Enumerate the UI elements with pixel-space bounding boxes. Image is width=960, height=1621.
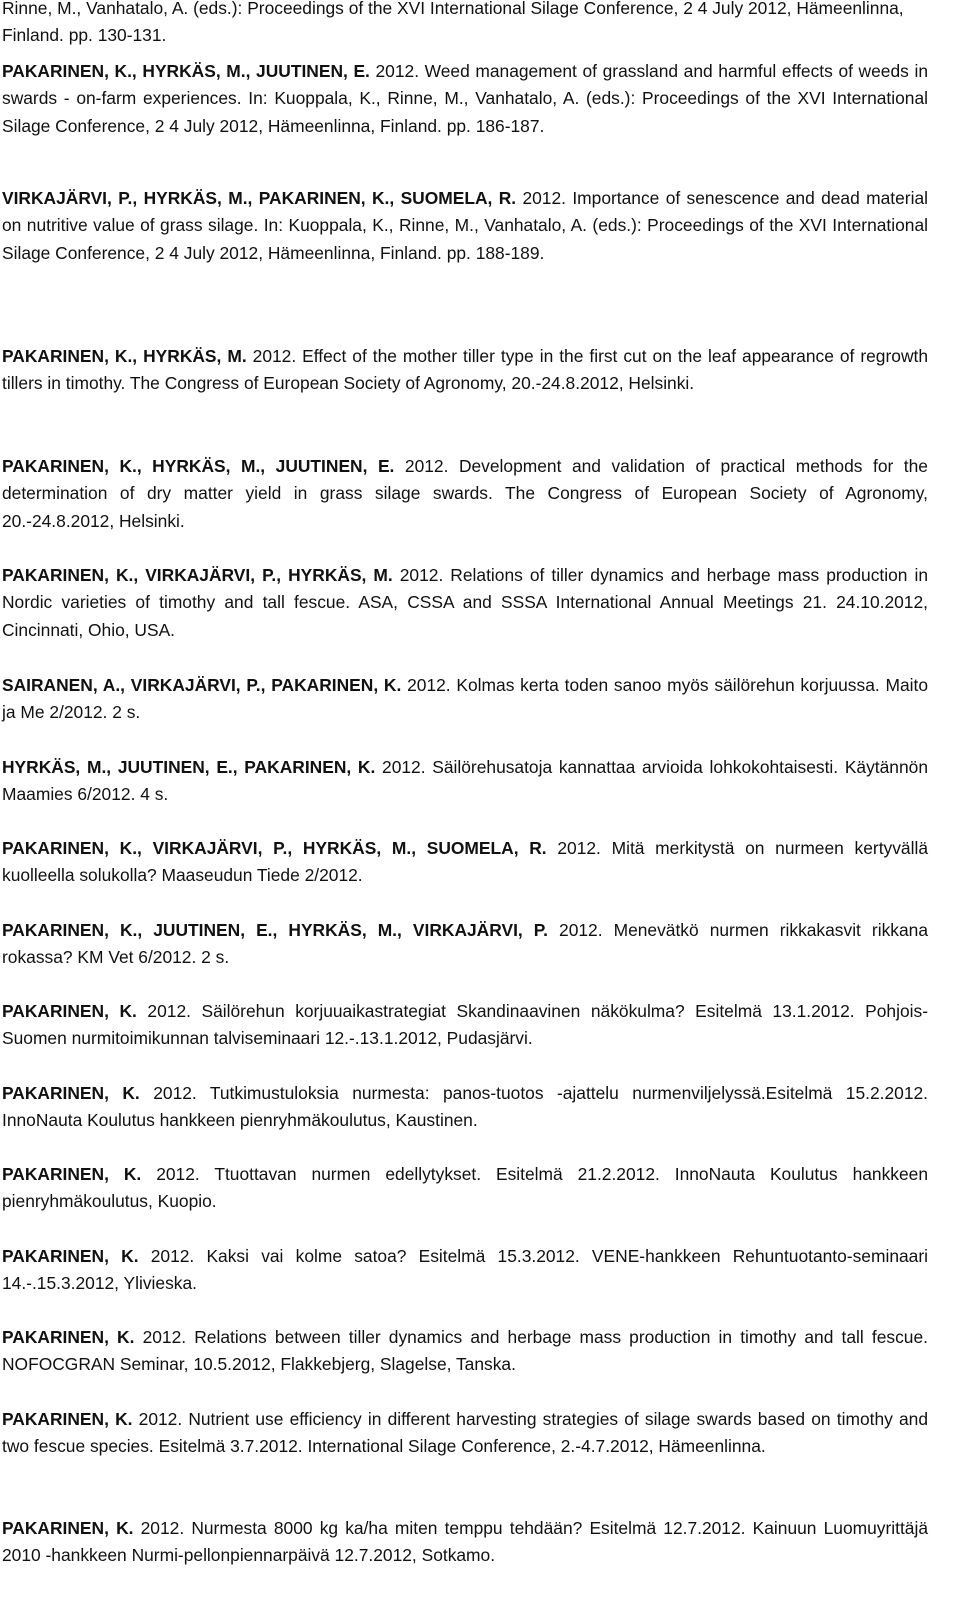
reference-entry (2, 917, 928, 972)
reference-entry (2, 58, 928, 140)
reference-text: 2012. Ttuottavan nurmen edellytykset. Esitelmä 21.2.2012. InnoNauta Koulutus hankkeen pienryhmäkoulutus, Kuopio. (2, 1164, 928, 1212)
reference-entry (2, 343, 928, 398)
reference-text: 2012. Importance of senescence and dead material on nutritive value of grass silage. In: Kuoppala, K., Rinne, M., Vanhatalo, A. (eds.): Proceedings of the XVI International Silage Conference, 2 4 July 2012, Hämeenlinna, Finland. pp. 188-189. (2, 188, 928, 263)
reference-entry (2, 835, 928, 890)
reference-authors: PAKARINEN, K. (2, 1246, 139, 1266)
reference-authors: PAKARINEN, K. (2, 1409, 133, 1429)
reference-entry (2, 562, 928, 644)
reference-text: 2012. Kolmas kerta toden sanoo myös säilörehun korjuussa. Maito ja Me 2/2012. 2 s. (2, 675, 929, 723)
reference-entry (2, 1243, 928, 1298)
reference-authors: SAIRANEN, A., VIRKAJÄRVI, P., PAKARINEN, K. (2, 675, 402, 695)
reference-entry (2, 1515, 928, 1570)
reference-authors: PAKARINEN, K., JUUTINEN, E., HYRKÄS, M., VIRKAJÄRVI, P. (2, 920, 548, 940)
reference-authors: PAKARINEN, K., VIRKAJÄRVI, P., HYRKÄS, M., SUOMELA, R. (2, 838, 547, 858)
reference-text: 2012. Tutkimustuloksia nurmesta: panos-tuotos -ajattelu nurmenviljelyssä.Esitelmä 15.2.2012. InnoNauta Koulutus hankkeen pienryhmäkoulutus, Kaustinen. (2, 1083, 928, 1131)
reference-text: 2012. Development and validation of practical methods for the determination of dry matter yield in grass silage swards. The Congress of European Society of Agronomy, 20.-24.8.2012, Helsinki. (2, 456, 928, 531)
reference-authors: PAKARINEN, K. (2, 1083, 140, 1103)
reference-entry (2, 1161, 928, 1216)
reference-text: 2012. Säilörehusatoja kannattaa arvioida lohkokohtaisesti. Käytännön Maamies 6/2012. 4 s. (2, 757, 928, 805)
reference-text: 2012. Kaksi vai kolme satoa? Esitelmä 15.3.2012. VENE-hankkeen Rehuntuotanto-seminaari 14.-.15.3.2012, Ylivieska. (2, 1246, 928, 1294)
reference-authors: PAKARINEN, K. (2, 1327, 135, 1347)
reference-authors: PAKARINEN, K., HYRKÄS, M., JUUTINEN, E. (2, 456, 395, 476)
reference-text: 2012. Menevätkö nurmen rikkakasvit rikkana rokassa? KM Vet 6/2012. 2 s. (2, 920, 928, 968)
reference-authors: PAKARINEN, K., HYRKÄS, M., JUUTINEN, E. (2, 61, 370, 81)
reference-authors: PAKARINEN, K., VIRKAJÄRVI, P., HYRKÄS, M. (2, 565, 393, 585)
reference-text: 2012. Weed management of grassland and harmful effects of weeds in swards - on-farm experiences. In: Kuoppala, K., Rinne, M., Vanhatalo, A. (eds.): Proceedings of the XVI International Silage Conference, 2 4 July 2012, Hämeenlinna, Finland. pp. 186-187. (2, 61, 928, 136)
reference-entry (2, 1080, 928, 1135)
reference-text: 2012. Effect of the mother tiller type in the first cut on the leaf appearance of regrowth tillers in timothy. The Congress of European Society of Agronomy, 20.-24.8.2012, Helsinki. (2, 346, 929, 394)
reference-text: 2012. Säilörehun korjuuaikastrategiat Skandinaavinen näkökulma? Esitelmä 13.1.2012. Pohjois-Suomen nurmitoimikunnan talviseminaari 12.-.13.1.2012, Pudasjärvi. (2, 1001, 928, 1049)
reference-authors: PAKARINEN, K. (2, 1518, 134, 1538)
reference-entry (2, 1406, 928, 1461)
reference-authors: HYRKÄS, M., JUUTINEN, E., PAKARINEN, K. (2, 757, 376, 777)
reference-text: 2012. Nurmesta 8000 kg ka/ha miten temppu tehdään? Esitelmä 12.7.2012. Kainuun Luomuyrittäjä 2010 -hankkeen Nurmi-pellonpiennarpäivä 12.7.2012, Sotkamo. (2, 1518, 929, 1566)
reference-text: 2012. Relations between tiller dynamics and herbage mass production in timothy and tall fescue. NOFOCGRAN Seminar, 10.5.2012, Flakkebjerg, Slagelse, Tanska. (2, 1327, 928, 1375)
reference-authors: PAKARINEN, K. (2, 1001, 137, 1021)
reference-authors: VIRKAJÄRVI, P., HYRKÄS, M., PAKARINEN, K., SUOMELA, R. (2, 188, 517, 208)
reference-entry (2, 998, 928, 1053)
reference-entry (2, 672, 928, 727)
reference-continuation: Rinne, M., Vanhatalo, A. (eds.): Proceedings of the XVI International Silage Conference, 2 4 July 2012, Hämeenlinna, Finland. pp. 130-131. (2, 0, 904, 46)
reference-entry (2, 754, 928, 809)
reference-authors: PAKARINEN, K., HYRKÄS, M. (2, 346, 247, 366)
reference-entry (2, 1324, 928, 1379)
reference-text: 2012. Relations of tiller dynamics and herbage mass production in Nordic varieties of timothy and tall fescue. ASA, CSSA and SSSA International Annual Meetings 21. 24.10.2012, Cincinnati, Ohio, USA. (2, 565, 928, 640)
reference-entry (2, 453, 928, 535)
reference-text: 2012. Nutrient use efficiency in different harvesting strategies of silage swards based on timothy and two fescue species. Esitelmä 3.7.2012. International Silage Conference, 2.-4.7.2012, Hämeenlinna. (2, 1409, 928, 1457)
reference-text: 2012. Mitä merkitystä on nurmeen kertyvällä kuolleella solukolla? Maaseudun Tiede 2/2012. (2, 838, 928, 886)
reference-entry (2, 185, 928, 267)
reference-authors: PAKARINEN, K. (2, 1164, 142, 1184)
